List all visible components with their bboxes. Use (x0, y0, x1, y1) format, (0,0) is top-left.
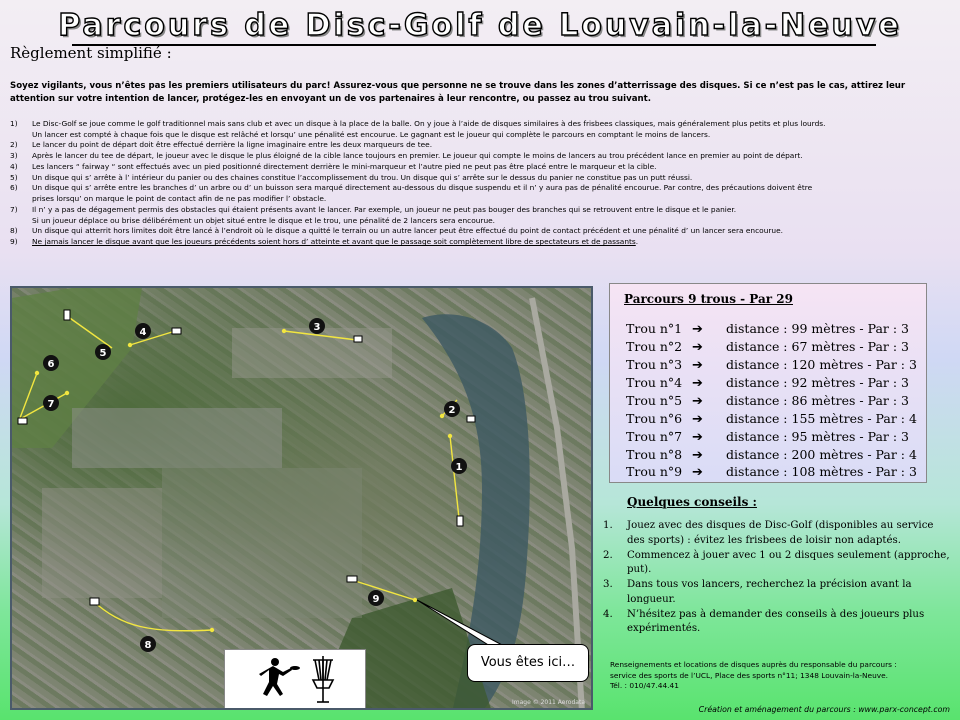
hole-distance: distance : 67 mètres - Par : 3 (726, 339, 909, 354)
tips-list (601, 519, 953, 637)
footer-credit: Création et aménagement du parcours : www.parx-concept.com (698, 705, 950, 714)
hole-row (626, 447, 917, 463)
hole-row (626, 393, 909, 409)
basket-dot (440, 414, 444, 418)
course-title: Parcours 9 trous - Par 29 (624, 292, 793, 306)
tip-number: 2. (603, 549, 613, 561)
rule-number: 3) (10, 151, 18, 161)
tip-item (601, 608, 953, 638)
rule-item (10, 226, 950, 237)
player-icon (259, 658, 300, 696)
rule-item (10, 173, 950, 184)
page-title: Parcours de Disc-Golf de Louvain-la-Neuve (58, 8, 902, 43)
building-block (72, 408, 282, 468)
rules-list (10, 119, 950, 248)
rule-number: 4) (10, 161, 18, 171)
hole-row (626, 411, 917, 427)
arrow-icon: ➔ (692, 465, 703, 480)
basket-dot (65, 391, 69, 395)
contact-info (610, 660, 955, 692)
rule-item (10, 237, 950, 248)
rule-item (10, 205, 950, 226)
rules-heading: Règlement simplifié : (10, 44, 172, 62)
rule-number: 1) (10, 119, 18, 128)
hole-marker-4[interactable] (135, 323, 151, 339)
rule-continuation: Un lancer est compté à chaque fois que le disque est relâché et lorsqu’ une pénalité est encourue. Le gagnant est le joueur qui complète le parcours en comptant le moins de lancers. (32, 129, 711, 139)
arrow-icon: ➔ (692, 412, 703, 427)
hole-name: Trou n°3 (626, 357, 683, 372)
hole-marker-6[interactable] (43, 355, 59, 371)
hole-name: Trou n°9 (626, 464, 683, 479)
hole-marker-1[interactable] (451, 458, 467, 474)
svg-text:2: 2 (448, 405, 456, 416)
hole-distance: distance : 86 mètres - Par : 3 (726, 393, 909, 408)
hole-name: Trou n°7 (626, 429, 683, 444)
hole-row (626, 321, 909, 337)
rule-text: Après le lancer du tee de départ, le joueur avec le disque le plus éloigné de la cible lance toujours en premier. Le joueur qui compte le moins de lancers au trou précédent lance en premier au point de départ. (32, 151, 803, 161)
hole-row (626, 339, 909, 355)
basket-dot (210, 628, 214, 632)
hole-name: Trou n°8 (626, 447, 683, 462)
basket-dot (128, 343, 132, 347)
hole-name: Trou n°6 (626, 411, 683, 426)
rule-item (10, 140, 950, 151)
rule-text: Le Disc-Golf se joue comme le golf traditionnel mais sans club et avec un disque à la place de la balle. On y joue à l’aide de disques similaires à des frisbees classiques, mais généralement plus petits et plus lourds. (32, 119, 826, 128)
tip-number: 3. (603, 579, 613, 591)
svg-text:5: 5 (99, 348, 107, 359)
svg-text:1: 1 (455, 462, 463, 473)
hole-row (626, 375, 909, 391)
rule-number: 2) (10, 140, 18, 150)
svg-text:4: 4 (139, 327, 147, 338)
rule-continuation: Si un joueur déplace ou brise délibérément un objet situé entre le disque et le trou, une pénalité de 2 lancers sera encourue. (32, 215, 496, 225)
hole-marker-9[interactable] (368, 590, 384, 606)
aerial-map (10, 286, 593, 710)
tee-marker (467, 416, 475, 422)
tip-number: 4. (603, 608, 613, 620)
tip-item (601, 519, 953, 549)
tee-marker (347, 576, 357, 582)
svg-text:7: 7 (47, 399, 55, 410)
rule-text: Le lancer du point de départ doit être effectué derrière la ligne imaginaire entre les deux marqueurs de tee. (32, 140, 433, 150)
arrow-icon: ➔ (692, 340, 703, 355)
hole-marker-5[interactable] (95, 344, 111, 360)
fairway-1 (450, 436, 459, 518)
hole-distance: distance : 155 mètres - Par : 4 (726, 411, 917, 426)
hole-marker-3[interactable] (309, 318, 325, 334)
arrow-icon: ➔ (692, 322, 703, 337)
rule-text: Il n’ y a pas de dégagement permis des obstacles qui étaient présents avant le lancer. Par exemple, un joueur ne peut pas bouger des branches qui se retrouvent entre le disque et le panier. (32, 204, 737, 214)
hole-name: Trou n°2 (626, 339, 683, 354)
info-phone: Tél. : 010/47.44.41 (610, 681, 679, 691)
rule-number: 5) (10, 172, 18, 182)
hole-marker-2[interactable] (444, 401, 460, 417)
rule-number: 8) (10, 226, 18, 236)
tip-text: Jouez avec des disques de Disc-Golf (disponibles au service des sports) : évitez les frisbees de loisir non adaptés. (627, 520, 934, 546)
rule-item (10, 183, 950, 204)
basket-icon (313, 656, 333, 702)
tips-heading: Quelques conseils : (627, 495, 757, 509)
hole-distance: distance : 120 mètres - Par : 3 (726, 357, 917, 372)
tip-item (601, 549, 953, 579)
course-summary-box (609, 283, 927, 483)
svg-text:6: 6 (47, 359, 55, 370)
hole-name: Trou n°5 (626, 393, 683, 408)
logo-graphic (225, 650, 367, 710)
svg-text:9: 9 (372, 594, 380, 605)
arrow-icon: ➔ (692, 376, 703, 391)
tee-marker (172, 328, 181, 334)
rule-text: Les lancers “ fairway “ sont effectués avec un pied positionné directement derrière le mini-marqueur et l’autre pied ne peut pas être placé entre le marqueur et la cible. (32, 161, 657, 171)
hole-distance: distance : 95 mètres - Par : 3 (726, 429, 909, 444)
hole-distance: distance : 108 mètres - Par : 3 (726, 464, 917, 479)
basket-dot (413, 598, 417, 602)
tip-number: 1. (603, 520, 613, 531)
building-block (42, 488, 162, 598)
building-block (232, 328, 392, 378)
tee-marker (64, 310, 70, 320)
tee-marker (18, 418, 27, 424)
rule-number: 9) (10, 237, 18, 247)
arrow-icon: ➔ (692, 430, 703, 445)
arrow-icon: ➔ (692, 394, 703, 409)
arrow-icon: ➔ (692, 358, 703, 373)
hole-row (626, 357, 917, 373)
building-block (162, 468, 362, 618)
rule-number: 7) (10, 204, 18, 214)
hole-marker-7[interactable] (43, 395, 59, 411)
hole-row (626, 464, 917, 480)
hole-row (626, 429, 909, 445)
intro-text: Soyez vigilants, vous n’êtes pas les premiers utilisateurs du parc! Assurez-vous que personne ne se trouve dans les zones d’atterrissage des disques. Si ce n’est pas le cas, attirez leur attention sur votre intention de lancer, protégez-les en envoyant un de vos partenaires à leur rencontre, ou passez au trou suivant. (10, 81, 906, 105)
hole-distance: distance : 92 mètres - Par : 3 (726, 375, 909, 390)
basket-dot (282, 329, 286, 333)
basket-dot (35, 371, 39, 375)
svg-text:8: 8 (144, 640, 152, 651)
rule-item (10, 162, 950, 173)
hole-name: Trou n°4 (626, 375, 683, 390)
hole-name: Trou n°1 (626, 321, 683, 336)
tip-text: Dans tous vos lancers, recherchez la précision avant la longueur. (627, 579, 912, 605)
hole-marker-8[interactable] (140, 636, 156, 652)
tee-marker (354, 336, 362, 342)
tip-text: N’hésitez pas à demander des conseils à des joueurs plus expérimentés. (627, 608, 925, 635)
rule-item (10, 151, 950, 162)
hole-distance: distance : 200 mètres - Par : 4 (726, 447, 917, 462)
map-credit: Image © 2011 Aerodata (512, 699, 585, 706)
tee-marker (457, 516, 463, 526)
rule-text: Ne jamais lancer le disque avant que les joueurs précédents soient hors d’ atteinte et avant que le passage soit complètement libre de spectateurs et de passants (32, 237, 636, 247)
tip-item (601, 578, 953, 608)
rule-item (10, 119, 950, 140)
tip-text: Commencez à jouer avec 1 ou 2 disques seulement (approche, put). (627, 549, 950, 576)
arrow-icon: ➔ (692, 448, 703, 463)
info-line: service des sports de l’UCL, Place des sports n°11; 1348 Louvain-la-Neuve. (610, 670, 889, 680)
info-line: Renseignements et locations de disques auprès du responsable du parcours : (610, 660, 897, 669)
disc-golf-logo (224, 649, 366, 709)
title-underline (72, 44, 876, 46)
rule-tail: . (635, 237, 639, 247)
rule-continuation: prises lorsqu’ on marque le point de contact afin de ne pas modifier l’ obstacle. (32, 194, 327, 204)
rule-text: Un disque qui s’ arrête entre les branches d’ un arbre ou d’ un buisson sera marqué directement au-dessous du disque suspendu et il n’ y aura pas de pénalité encourue. Par contre, des précautions doivent être (32, 183, 813, 193)
rule-number: 6) (10, 183, 18, 193)
rule-text: Un disque qui s’ arrête à l’ intérieur du panier ou des chaines constitue l’accomplissement du trou. Un disque qui s’ arrête sur le dessus du panier ne constitue pas un putt réussi. (32, 172, 693, 182)
you-are-here-bubble: Vous êtes ici… (467, 644, 589, 682)
tee-marker (90, 598, 99, 605)
svg-text:3: 3 (313, 322, 321, 333)
rule-text: Un disque qui atterrit hors limites doit être lancé à l’endroit où le disque a quitté le terrain ou un autre lancer peut être effectué du point de contact précédent et une pénalité d’ un lancer sera encourue. (32, 226, 783, 236)
basket-dot (448, 434, 452, 438)
hole-distance: distance : 99 mètres - Par : 3 (726, 321, 909, 336)
